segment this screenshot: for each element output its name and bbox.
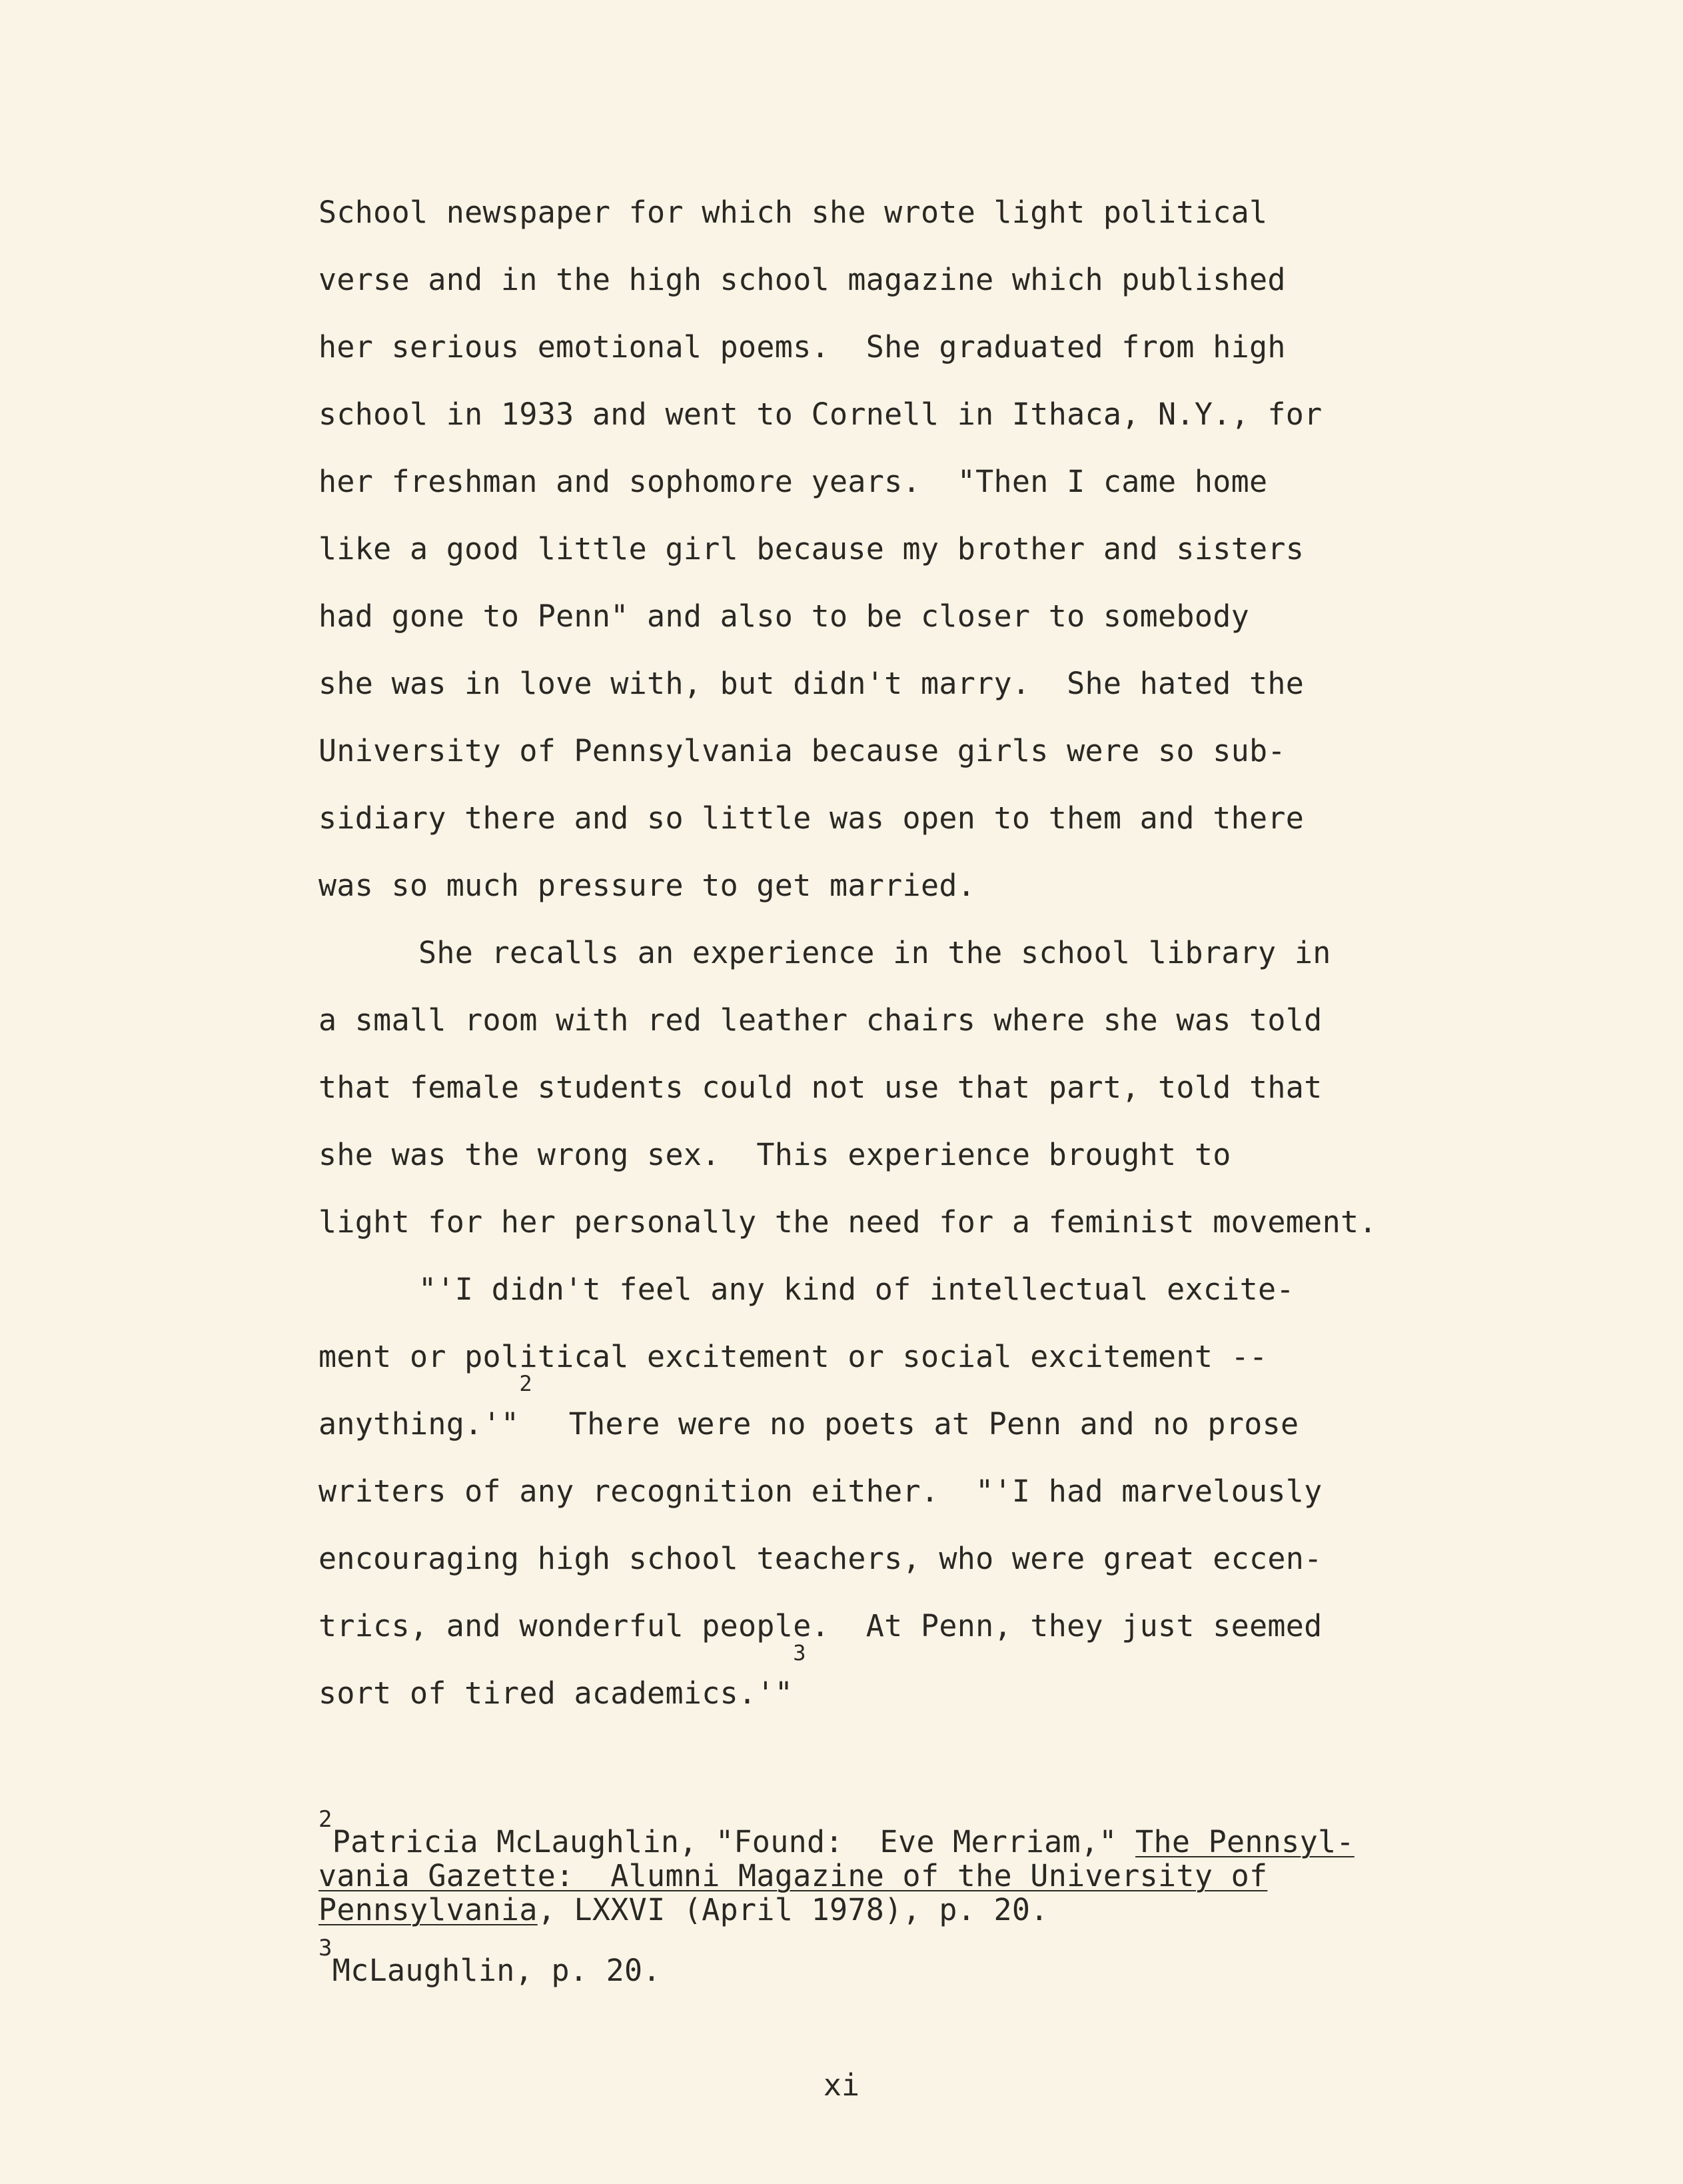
footnote-text: , LXXVI (April 1978), p. 20. <box>537 1892 1049 1927</box>
footnote-line <box>318 1935 1518 1988</box>
footnote-text: McLaughlin, p. 20. <box>332 1953 661 1988</box>
text-segment: anything.'" <box>318 1406 520 1442</box>
publication-title: vania Gazette: Alumni Magazine of the University of <box>318 1858 1268 1893</box>
text-line: encouraging high school teachers, who were great eccen- <box>318 1541 1323 1576</box>
text-line: school in 1933 and went to Cornell in Ithaca, N.Y., for <box>318 397 1323 432</box>
text-line: she was the wrong sex. This experience brought to <box>318 1137 1231 1172</box>
footnote-2 <box>318 1806 1518 1927</box>
text-line: was so much pressure to get married. <box>318 868 976 903</box>
text-line: a small room with red leather chairs where she was told <box>318 1002 1323 1038</box>
text-line: had gone to Penn" and also to be closer to somebody <box>318 598 1250 634</box>
footnote-line <box>318 1806 1518 1859</box>
footnote-ref-2: 2 <box>519 1371 532 1396</box>
text-line: that female students could not use that part, told that <box>318 1070 1323 1105</box>
text-line <box>318 1371 1518 1458</box>
text-line: trics, and wonderful people. At Penn, they just seemed <box>318 1608 1323 1643</box>
footnote-text: Patricia McLaughlin, "Found: Eve Merriam," <box>332 1824 1136 1859</box>
text-line: like a good little girl because my brother and sisters <box>318 531 1305 566</box>
footnotes <box>318 1806 1518 1988</box>
footnote-3 <box>318 1935 1518 1988</box>
text-line: light for her personally the need for a feminist movement. <box>318 1204 1377 1240</box>
text-line: her freshman and sophomore years. "Then I came home <box>318 464 1268 499</box>
publication-title: Pennsylvania <box>318 1892 538 1927</box>
paragraph-1 <box>318 179 1518 919</box>
text-line <box>318 1640 1518 1727</box>
text-line: verse and in the high school magazine which published <box>318 262 1286 297</box>
text-line: She recalls an experience in the school library in <box>418 935 1331 970</box>
text-segment: sort of tired academics.'" <box>318 1675 794 1711</box>
publication-title: The Pennsyl- <box>1135 1824 1355 1859</box>
body-text <box>318 179 1518 1727</box>
text-line: University of Pennsylvania because girls were so sub- <box>318 733 1286 768</box>
footnote-ref-3: 3 <box>793 1640 806 1665</box>
footnote-marker: 3 <box>318 1935 332 1961</box>
text-line: writers of any recognition either. "'I had marvelously <box>318 1474 1323 1509</box>
footnote-line <box>318 1893 1518 1927</box>
page-number: xi <box>823 2067 860 2103</box>
text-line: School newspaper for which she wrote light political <box>318 195 1268 230</box>
text-line: "'I didn't feel any kind of intellectual excite- <box>418 1272 1295 1307</box>
text-segment: There were no poets at Penn and no prose <box>532 1406 1299 1442</box>
footnote-marker: 2 <box>318 1806 332 1833</box>
footnote-line <box>318 1859 1518 1893</box>
text-line: her serious emotional poems. She graduated from high <box>318 329 1286 365</box>
paragraph-3 <box>318 1256 1518 1727</box>
text-line: she was in love with, but didn't marry. She hated the <box>318 666 1305 701</box>
text-line: sidiary there and so little was open to them and there <box>318 800 1305 836</box>
footnote-spacer <box>318 1927 1518 1953</box>
paragraph-2 <box>318 919 1518 1256</box>
text-line: ment or political excitement or social excitement -- <box>318 1339 1268 1374</box>
